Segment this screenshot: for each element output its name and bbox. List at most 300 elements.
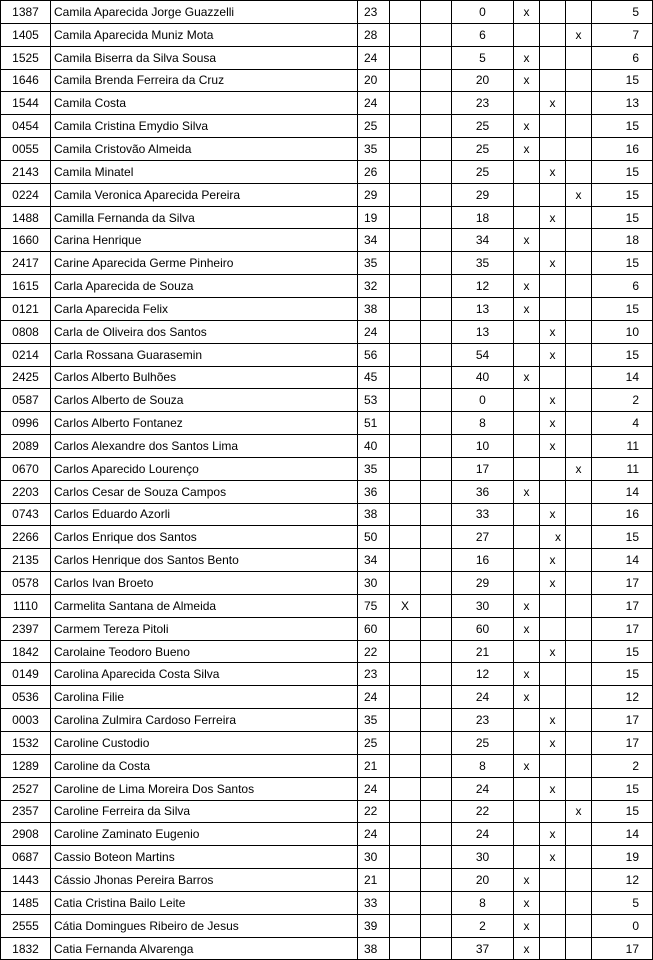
mark-col-e bbox=[566, 1, 592, 24]
total-value: 15 bbox=[592, 777, 653, 800]
mark-col-d bbox=[540, 663, 566, 686]
person-name: Cássio Jhonas Pereira Barros bbox=[51, 869, 358, 892]
age-value: 26 bbox=[358, 160, 390, 183]
score-value: 8 bbox=[452, 412, 514, 435]
mark-col-c: x bbox=[514, 480, 540, 503]
mark-col-e bbox=[566, 115, 592, 138]
mark-col-e bbox=[566, 229, 592, 252]
mark-col-d bbox=[540, 69, 566, 92]
mark-col-e bbox=[566, 549, 592, 572]
score-value: 29 bbox=[452, 572, 514, 595]
score-value: 60 bbox=[452, 617, 514, 640]
age-value: 38 bbox=[358, 937, 390, 960]
table-row bbox=[1, 435, 653, 458]
mark-col-c: x bbox=[514, 297, 540, 320]
total-value: 17 bbox=[592, 709, 653, 732]
mark-col-c: x bbox=[514, 594, 540, 617]
registration-number: 2266 bbox=[1, 526, 51, 549]
table-row bbox=[1, 594, 653, 617]
total-value: 12 bbox=[592, 869, 653, 892]
mark-col-b bbox=[421, 343, 452, 366]
registration-number: 1832 bbox=[1, 937, 51, 960]
mark-col-d: x bbox=[540, 732, 566, 755]
table-row bbox=[1, 343, 653, 366]
mark-col-a bbox=[390, 343, 421, 366]
mark-col-d: x bbox=[540, 206, 566, 229]
person-name: Camila Aparecida Jorge Guazzelli bbox=[51, 1, 358, 24]
mark-col-d: x bbox=[540, 435, 566, 458]
mark-col-d: x bbox=[540, 846, 566, 869]
mark-col-b bbox=[421, 138, 452, 161]
total-value: 14 bbox=[592, 823, 653, 846]
mark-col-e bbox=[566, 480, 592, 503]
mark-col-b bbox=[421, 732, 452, 755]
score-value: 23 bbox=[452, 709, 514, 732]
mark-col-d: x bbox=[540, 709, 566, 732]
person-name: Caroline Custodio bbox=[51, 732, 358, 755]
age-value: 24 bbox=[358, 92, 390, 115]
mark-col-a bbox=[390, 252, 421, 275]
table-row bbox=[1, 914, 653, 937]
mark-col-c: x bbox=[514, 754, 540, 777]
age-value: 56 bbox=[358, 343, 390, 366]
person-name: Carlos Henrique dos Santos Bento bbox=[51, 549, 358, 572]
registration-number: 1289 bbox=[1, 754, 51, 777]
table-row bbox=[1, 1, 653, 24]
person-name: Camila Cristina Emydio Silva bbox=[51, 115, 358, 138]
person-name: Caroline Ferreira da Silva bbox=[51, 800, 358, 823]
age-value: 38 bbox=[358, 297, 390, 320]
mark-col-a bbox=[390, 869, 421, 892]
table-row bbox=[1, 92, 653, 115]
total-value: 6 bbox=[592, 275, 653, 298]
total-value: 15 bbox=[592, 69, 653, 92]
age-value: 40 bbox=[358, 435, 390, 458]
table-row bbox=[1, 412, 653, 435]
mark-col-c bbox=[514, 320, 540, 343]
total-value: 2 bbox=[592, 754, 653, 777]
total-value: 7 bbox=[592, 23, 653, 46]
age-value: 34 bbox=[358, 229, 390, 252]
mark-col-e bbox=[566, 343, 592, 366]
registration-number: 1405 bbox=[1, 23, 51, 46]
mark-col-a bbox=[390, 297, 421, 320]
registration-number: 1532 bbox=[1, 732, 51, 755]
mark-col-b bbox=[421, 206, 452, 229]
mark-col-a bbox=[390, 160, 421, 183]
mark-col-d bbox=[540, 914, 566, 937]
age-value: 60 bbox=[358, 617, 390, 640]
table-row bbox=[1, 869, 653, 892]
mark-col-c: x bbox=[514, 138, 540, 161]
score-value: 13 bbox=[452, 320, 514, 343]
mark-col-d bbox=[540, 138, 566, 161]
mark-col-e bbox=[566, 412, 592, 435]
mark-col-a bbox=[390, 206, 421, 229]
registration-number: 0454 bbox=[1, 115, 51, 138]
mark-col-a bbox=[390, 846, 421, 869]
mark-col-d: x bbox=[540, 549, 566, 572]
score-value: 10 bbox=[452, 435, 514, 458]
age-value: 45 bbox=[358, 366, 390, 389]
age-value: 25 bbox=[358, 115, 390, 138]
registration-number: 2143 bbox=[1, 160, 51, 183]
total-value: 15 bbox=[592, 206, 653, 229]
person-name: Caroline Zaminato Eugenio bbox=[51, 823, 358, 846]
mark-col-c bbox=[514, 183, 540, 206]
score-value: 0 bbox=[452, 1, 514, 24]
mark-col-e bbox=[566, 891, 592, 914]
mark-col-e bbox=[566, 869, 592, 892]
mark-col-d: x bbox=[540, 92, 566, 115]
registration-number: 0214 bbox=[1, 343, 51, 366]
mark-col-a bbox=[390, 23, 421, 46]
mark-col-c bbox=[514, 457, 540, 480]
mark-col-c bbox=[514, 343, 540, 366]
person-name: Cátia Domingues Ribeiro de Jesus bbox=[51, 914, 358, 937]
mark-col-d: x bbox=[540, 572, 566, 595]
age-value: 35 bbox=[358, 457, 390, 480]
mark-col-b bbox=[421, 709, 452, 732]
mark-col-d: x bbox=[540, 823, 566, 846]
mark-col-c: x bbox=[514, 686, 540, 709]
mark-col-d bbox=[540, 594, 566, 617]
registration-number: 1615 bbox=[1, 275, 51, 298]
mark-col-e bbox=[566, 823, 592, 846]
mark-col-a bbox=[390, 1, 421, 24]
mark-col-b bbox=[421, 503, 452, 526]
total-value: 18 bbox=[592, 229, 653, 252]
registration-number: 0003 bbox=[1, 709, 51, 732]
registration-number: 1488 bbox=[1, 206, 51, 229]
mark-col-a bbox=[390, 183, 421, 206]
person-name: Carolaine Teodoro Bueno bbox=[51, 640, 358, 663]
mark-col-e bbox=[566, 160, 592, 183]
mark-col-d: x bbox=[540, 777, 566, 800]
total-value: 15 bbox=[592, 297, 653, 320]
score-value: 54 bbox=[452, 343, 514, 366]
score-value: 27 bbox=[452, 526, 514, 549]
mark-col-b bbox=[421, 320, 452, 343]
table-row bbox=[1, 23, 653, 46]
mark-col-e bbox=[566, 366, 592, 389]
age-value: 50 bbox=[358, 526, 390, 549]
mark-col-e bbox=[566, 686, 592, 709]
mark-col-b bbox=[421, 69, 452, 92]
total-value: 17 bbox=[592, 617, 653, 640]
mark-col-b bbox=[421, 777, 452, 800]
age-value: 53 bbox=[358, 389, 390, 412]
mark-col-c bbox=[514, 435, 540, 458]
mark-col-a bbox=[390, 92, 421, 115]
registration-number: 0587 bbox=[1, 389, 51, 412]
mark-col-b bbox=[421, 891, 452, 914]
mark-col-b bbox=[421, 754, 452, 777]
score-value: 17 bbox=[452, 457, 514, 480]
total-value: 19 bbox=[592, 846, 653, 869]
person-name: Camilla Fernanda da Silva bbox=[51, 206, 358, 229]
mark-col-a bbox=[390, 937, 421, 960]
total-value: 15 bbox=[592, 160, 653, 183]
person-name: Camila Brenda Ferreira da Cruz bbox=[51, 69, 358, 92]
age-value: 24 bbox=[358, 686, 390, 709]
age-value: 24 bbox=[358, 320, 390, 343]
person-name: Carlos Eduardo Azorli bbox=[51, 503, 358, 526]
score-value: 12 bbox=[452, 663, 514, 686]
mark-col-b bbox=[421, 549, 452, 572]
mark-col-b bbox=[421, 823, 452, 846]
age-value: 23 bbox=[358, 663, 390, 686]
score-value: 30 bbox=[452, 846, 514, 869]
table-row bbox=[1, 115, 653, 138]
age-value: 29 bbox=[358, 183, 390, 206]
mark-col-c bbox=[514, 252, 540, 275]
registration-number: 1544 bbox=[1, 92, 51, 115]
mark-col-a bbox=[390, 709, 421, 732]
mark-col-b bbox=[421, 366, 452, 389]
mark-col-c: x bbox=[514, 366, 540, 389]
score-value: 8 bbox=[452, 754, 514, 777]
mark-col-b bbox=[421, 594, 452, 617]
mark-col-e bbox=[566, 503, 592, 526]
mark-col-a bbox=[390, 891, 421, 914]
mark-col-b bbox=[421, 435, 452, 458]
score-value: 25 bbox=[452, 732, 514, 755]
age-value: 34 bbox=[358, 549, 390, 572]
registration-number: 2908 bbox=[1, 823, 51, 846]
person-name: Carla de Oliveira dos Santos bbox=[51, 320, 358, 343]
age-value: 21 bbox=[358, 754, 390, 777]
total-value: 15 bbox=[592, 183, 653, 206]
mark-col-e bbox=[566, 69, 592, 92]
score-value: 24 bbox=[452, 777, 514, 800]
mark-col-e bbox=[566, 572, 592, 595]
mark-col-c bbox=[514, 777, 540, 800]
mark-col-c: x bbox=[514, 663, 540, 686]
registration-number: 1443 bbox=[1, 869, 51, 892]
mark-col-b bbox=[421, 846, 452, 869]
score-value: 12 bbox=[452, 275, 514, 298]
mark-col-c bbox=[514, 526, 540, 549]
mark-col-e bbox=[566, 617, 592, 640]
mark-col-e bbox=[566, 389, 592, 412]
mark-col-a bbox=[390, 800, 421, 823]
score-value: 23 bbox=[452, 92, 514, 115]
mark-col-d bbox=[540, 23, 566, 46]
registration-number: 0224 bbox=[1, 183, 51, 206]
mark-col-e bbox=[566, 46, 592, 69]
mark-col-a bbox=[390, 366, 421, 389]
registration-number: 1842 bbox=[1, 640, 51, 663]
age-value: 30 bbox=[358, 572, 390, 595]
mark-col-b bbox=[421, 480, 452, 503]
age-value: 28 bbox=[358, 23, 390, 46]
person-name: Carina Henrique bbox=[51, 229, 358, 252]
person-name: Cassio Boteon Martins bbox=[51, 846, 358, 869]
mark-col-d bbox=[540, 457, 566, 480]
mark-col-b bbox=[421, 23, 452, 46]
mark-col-b bbox=[421, 160, 452, 183]
score-value: 37 bbox=[452, 937, 514, 960]
total-value: 13 bbox=[592, 92, 653, 115]
registration-number: 2425 bbox=[1, 366, 51, 389]
score-value: 33 bbox=[452, 503, 514, 526]
mark-col-d: x bbox=[540, 640, 566, 663]
score-value: 16 bbox=[452, 549, 514, 572]
score-value: 20 bbox=[452, 869, 514, 892]
mark-col-e bbox=[566, 92, 592, 115]
registration-number: 0808 bbox=[1, 320, 51, 343]
table-row bbox=[1, 754, 653, 777]
total-value: 15 bbox=[592, 640, 653, 663]
score-value: 30 bbox=[452, 594, 514, 617]
table-row bbox=[1, 937, 653, 960]
mark-col-d: x bbox=[540, 252, 566, 275]
mark-col-e bbox=[566, 754, 592, 777]
mark-col-d: x bbox=[540, 389, 566, 412]
total-value: 16 bbox=[592, 138, 653, 161]
mark-col-b bbox=[421, 800, 452, 823]
mark-col-e bbox=[566, 846, 592, 869]
total-value: 15 bbox=[592, 663, 653, 686]
mark-col-a bbox=[390, 549, 421, 572]
table-row bbox=[1, 686, 653, 709]
mark-col-a bbox=[390, 823, 421, 846]
mark-col-b bbox=[421, 937, 452, 960]
mark-col-a bbox=[390, 46, 421, 69]
registration-number: 1485 bbox=[1, 891, 51, 914]
mark-col-b bbox=[421, 526, 452, 549]
total-value: 17 bbox=[592, 937, 653, 960]
mark-col-c bbox=[514, 640, 540, 663]
mark-col-a bbox=[390, 69, 421, 92]
age-value: 22 bbox=[358, 640, 390, 663]
mark-col-d bbox=[540, 869, 566, 892]
total-value: 5 bbox=[592, 1, 653, 24]
mark-col-a bbox=[390, 457, 421, 480]
person-name: Camila Cristovão Almeida bbox=[51, 138, 358, 161]
mark-col-b bbox=[421, 115, 452, 138]
total-value: 15 bbox=[592, 343, 653, 366]
mark-col-c: x bbox=[514, 617, 540, 640]
mark-col-c bbox=[514, 732, 540, 755]
age-value: 36 bbox=[358, 480, 390, 503]
mark-col-b bbox=[421, 92, 452, 115]
table-row bbox=[1, 663, 653, 686]
mark-col-b bbox=[421, 1, 452, 24]
registration-number: 2397 bbox=[1, 617, 51, 640]
mark-col-b bbox=[421, 686, 452, 709]
mark-col-a bbox=[390, 480, 421, 503]
person-name: Carlos Alberto Fontanez bbox=[51, 412, 358, 435]
mark-col-b bbox=[421, 389, 452, 412]
person-name: Camila Costa bbox=[51, 92, 358, 115]
table-row bbox=[1, 297, 653, 320]
mark-col-b bbox=[421, 914, 452, 937]
table-row bbox=[1, 846, 653, 869]
mark-col-e bbox=[566, 914, 592, 937]
score-value: 20 bbox=[452, 69, 514, 92]
total-value: 14 bbox=[592, 549, 653, 572]
registration-number: 2089 bbox=[1, 435, 51, 458]
total-value: 16 bbox=[592, 503, 653, 526]
mark-col-a bbox=[390, 503, 421, 526]
mark-col-d: x bbox=[540, 503, 566, 526]
mark-col-a bbox=[390, 435, 421, 458]
registration-number: 0578 bbox=[1, 572, 51, 595]
mark-col-c bbox=[514, 503, 540, 526]
mark-col-c: x bbox=[514, 1, 540, 24]
mark-col-d bbox=[540, 686, 566, 709]
table-row bbox=[1, 275, 653, 298]
person-name: Caroline de Lima Moreira Dos Santos bbox=[51, 777, 358, 800]
mark-col-d: x bbox=[540, 343, 566, 366]
mark-col-c: x bbox=[514, 46, 540, 69]
score-value: 22 bbox=[452, 800, 514, 823]
person-name: Carmem Tereza Pitoli bbox=[51, 617, 358, 640]
registration-number: 0996 bbox=[1, 412, 51, 435]
table-row bbox=[1, 617, 653, 640]
mark-col-e: x bbox=[566, 23, 592, 46]
total-value: 15 bbox=[592, 252, 653, 275]
mark-col-b bbox=[421, 252, 452, 275]
person-name: Catia Fernanda Alvarenga bbox=[51, 937, 358, 960]
age-value: 24 bbox=[358, 777, 390, 800]
score-value: 24 bbox=[452, 823, 514, 846]
mark-col-b bbox=[421, 617, 452, 640]
table-row bbox=[1, 457, 653, 480]
age-value: 25 bbox=[358, 732, 390, 755]
person-name: Carine Aparecida Germe Pinheiro bbox=[51, 252, 358, 275]
table-row bbox=[1, 252, 653, 275]
total-value: 15 bbox=[592, 800, 653, 823]
table-row bbox=[1, 366, 653, 389]
mark-col-c: x bbox=[514, 69, 540, 92]
table-row bbox=[1, 229, 653, 252]
age-value: 51 bbox=[358, 412, 390, 435]
age-value: 39 bbox=[358, 914, 390, 937]
mark-col-a bbox=[390, 777, 421, 800]
age-value: 22 bbox=[358, 800, 390, 823]
mark-col-d bbox=[540, 229, 566, 252]
mark-col-d bbox=[540, 1, 566, 24]
person-name: Carolina Aparecida Costa Silva bbox=[51, 663, 358, 686]
table-row bbox=[1, 732, 653, 755]
person-name: Camila Veronica Aparecida Pereira bbox=[51, 183, 358, 206]
mark-col-d bbox=[540, 297, 566, 320]
registration-number: 2203 bbox=[1, 480, 51, 503]
mark-col-c bbox=[514, 823, 540, 846]
table-row bbox=[1, 800, 653, 823]
score-value: 8 bbox=[452, 891, 514, 914]
table-row bbox=[1, 777, 653, 800]
mark-col-b bbox=[421, 663, 452, 686]
registration-number: 1110 bbox=[1, 594, 51, 617]
mark-col-d bbox=[540, 754, 566, 777]
mark-col-e bbox=[566, 320, 592, 343]
mark-col-c bbox=[514, 23, 540, 46]
registration-number: 1660 bbox=[1, 229, 51, 252]
table-row bbox=[1, 549, 653, 572]
roster-body bbox=[1, 1, 653, 960]
person-name: Camila Aparecida Muniz Mota bbox=[51, 23, 358, 46]
registration-number: 2555 bbox=[1, 914, 51, 937]
mark-col-e bbox=[566, 709, 592, 732]
table-row bbox=[1, 46, 653, 69]
mark-col-c: x bbox=[514, 229, 540, 252]
registration-number: 0687 bbox=[1, 846, 51, 869]
person-name: Caroline da Costa bbox=[51, 754, 358, 777]
